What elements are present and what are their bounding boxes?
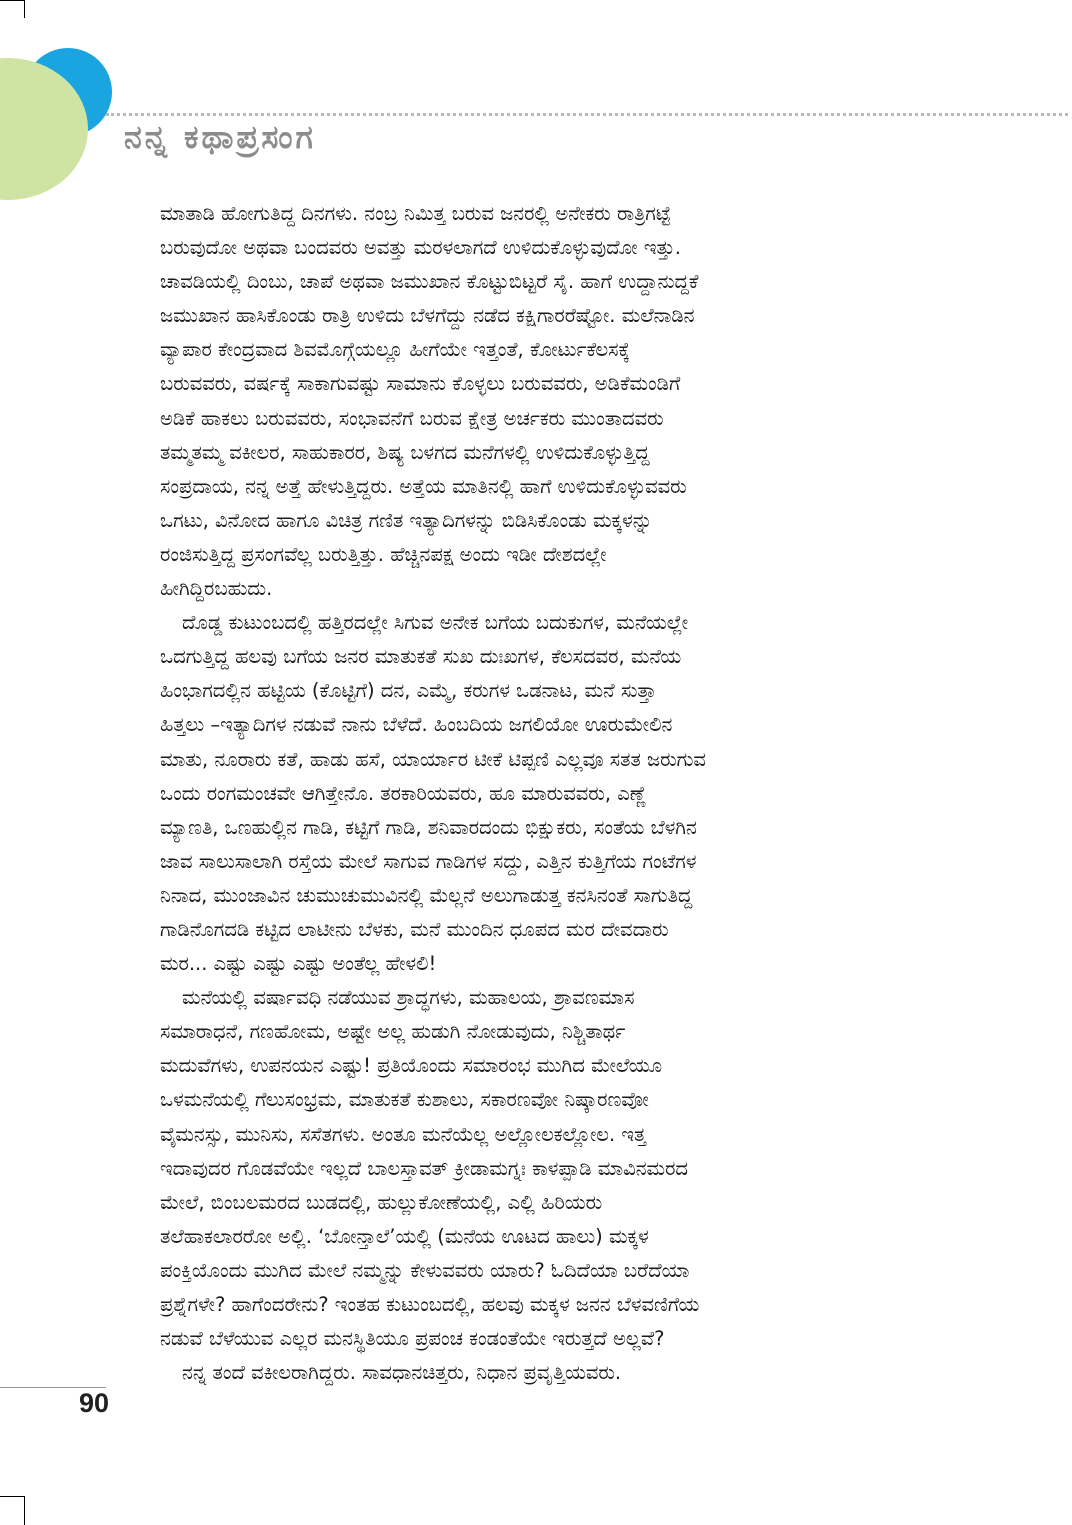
text-line: ಬರುವವರು, ವರ್ಷಕ್ಕೆ ಸಾಕಾಗುವಷ್ಟು ಸಾಮಾನು ಕೊಳ್ಳಲು ಬರುವವರು, ಅಡಿಕೆಮಂಡಿಗೆ bbox=[160, 372, 681, 396]
crop-mark-bottom-vertical bbox=[24, 1496, 25, 1525]
crop-mark-top-vertical bbox=[24, 0, 25, 18]
text-line: ಇದಾವುದರ ಗೊಡವೆಯೇ ಇಲ್ಲದೆ ಬಾಲಸ್ತಾವತ್ ಕ್ರೀಡಾಮಗ್ನಃ ಕಾಳಪ್ಪಾಡಿ ಮಾವಿನಮರದ bbox=[160, 1156, 689, 1180]
crop-mark-bottom bbox=[0, 1496, 24, 1497]
text-line: ಮರ... ಎಷ್ಟು ಎಷ್ಟು ಎಷ್ಟು ಅಂತೆಲ್ಲ ಹೇಳಲಿ! bbox=[160, 952, 437, 976]
text-line: ಒಂದು ರಂಗಮಂಚವೇ ಆಗಿತ್ತೇನೊ. ತರಕಾರಿಯವರು, ಹೂ ಮಾರುವವರು, ಎಣ್ಣೆ bbox=[160, 781, 647, 805]
text-line: ವೈಮನಸ್ಸು, ಮುನಿಸು, ಸಸೆತಗಳು. ಅಂತೂ ಮನೆಯೆಲ್ಲ ಅಲ್ಲೋಲಕಲ್ಲೋಲ. ಇತ್ತ bbox=[160, 1122, 647, 1146]
text-line: ವ್ಯಾಪಾರ ಕೇಂದ್ರವಾದ ಶಿವಮೊಗ್ಗೆಯಲ್ಲೂ ಹೀಗೆಯೇ ಇತ್ತಂತೆ, ಕೋರ್ಟುಕೆಲಸಕ್ಕೆ bbox=[160, 338, 630, 362]
page-number: 90 bbox=[79, 1388, 110, 1418]
paragraph-start-line: ದೊಡ್ಡ ಕುಟುಂಬದಲ್ಲಿ ಹತ್ತಿರದಲ್ಲೇ ಸಿಗುವ ಅನೇಕ ಬಗೆಯ ಬದುಕುಗಳ, ಮನೆಯಲ್ಲೇ bbox=[182, 611, 689, 635]
text-line: ಹಿಂಭಾಗದಲ್ಲಿನ ಹಟ್ಟಿಯ (ಕೊಟ್ಟಿಗೆ) ದನ, ಎಮ್ಮೆ, ಕರುಗಳ ಒಡನಾಟ, ಮನೆ ಸುತ್ತಾ bbox=[160, 679, 657, 703]
text-line: ರಂಜಿಸುತ್ತಿದ್ದ ಪ್ರಸಂಗವೆಲ್ಲ ಬರುತ್ತಿತ್ತು. ಹೆಚ್ಚಿನಪಕ್ಷ ಅಂದು ಇಡೀ ದೇಶದಲ್ಲೇ bbox=[160, 542, 607, 566]
paragraph-start-line: ನನ್ನ ತಂದೆ ವಕೀಲರಾಗಿದ್ದರು. ಸಾವಧಾನಚಿತ್ತರು, ನಿಧಾನ ಪ್ರವೃತ್ತಿಯವರು. bbox=[182, 1361, 622, 1385]
text-line: ತಮ್ಮತಮ್ಮ ವಕೀಲರ, ಸಾಹುಕಾರರ, ಶಿಷ್ಯ ಬಳಗದ ಮನೆಗಳಲ್ಲಿ ಉಳಿದುಕೊಳ್ಳುತ್ತಿದ್ದ bbox=[160, 440, 650, 464]
text-line: ಮಾತು, ನೂರಾರು ಕತೆ, ಹಾಡು ಹಸೆ, ಯಾರ್ಯಾರ ಟೀಕೆ ಟಿಪ್ಪಣಿ ಎಲ್ಲವೂ ಸತತ ಜರುಗುವ bbox=[160, 747, 706, 771]
header-dotted-rule bbox=[106, 113, 1068, 116]
text-line: ಸಂಪ್ರದಾಯ, ನನ್ನ ಅತ್ತೆ ಹೇಳುತ್ತಿದ್ದರು. ಅತ್ತೆಯ ಮಾತಿನಲ್ಲಿ ಹಾಗೆ ಉಳಿದುಕೊಳ್ಳುವವರು bbox=[160, 474, 687, 498]
chapter-title: ನನ್ನ ಕಥಾಪ್ರಸಂಗ bbox=[124, 118, 316, 156]
text-line: ಹೀಗಿದ್ದಿರಬಹುದು. bbox=[160, 577, 273, 601]
text-line: ಪಂಕ್ತಿಯೊಂದು ಮುಗಿದ ಮೇಲೆ ನಮ್ಮನ್ನು ಕೇಳುವವರು ಯಾರು? ಓದಿದೆಯಾ ಬರೆದೆಯಾ bbox=[160, 1258, 690, 1282]
text-line: ಮಾತಾಡಿ ಹೋಗುತಿದ್ದ ದಿನಗಳು. ನಂಬ್ರ ನಿಮಿತ್ತ ಬರುವ ಜನರಲ್ಲಿ ಅನೇಕರು ರಾತ್ರಿಗಟ್ಟೆ bbox=[160, 202, 671, 225]
text-line: ಒಗಟು, ವಿನೋದ ಹಾಗೂ ವಿಚಿತ್ರ ಗಣಿತ ಇತ್ಯಾದಿಗಳನ್ನು ಬಿಡಿಸಿಕೊಂಡು ಮಕ್ಕಳನ್ನು bbox=[160, 508, 653, 532]
text-line: ಮ್ಯಾಣತಿ, ಒಣಹುಲ್ಲಿನ ಗಾಡಿ, ಕಟ್ಟಿಗೆ ಗಾಡಿ, ಶನಿವಾರದಂದು ಭಿಕ್ಷುಕರು, ಸಂತೆಯ ಬೆಳಗಿನ bbox=[160, 815, 697, 839]
text-line: ನಿನಾದ, ಮುಂಜಾವಿನ ಚುಮುಚುಮುವಿನಲ್ಲಿ ಮೆಲ್ಲನೆ ಅಲುಗಾಡುತ್ತ ಕನಸಿನಂತೆ ಸಾಗುತಿದ್ದ bbox=[160, 883, 693, 907]
text-line: ಜಮುಖಾನ ಹಾಸಿಕೊಂಡು ರಾತ್ರಿ ಉಳಿದು ಬೆಳಗೆದ್ದು ನಡೆದ ಕಕ್ಷಿಗಾರರೆಷ್ಟೋ. ಮಲೆನಾಡಿನ bbox=[160, 304, 695, 328]
text-line: ಪ್ರಶ್ನೆಗಳೇ? ಹಾಗೆಂದರೇನು? ಇಂತಹ ಕುಟುಂಬದಲ್ಲಿ, ಹಲವು ಮಕ್ಕಳ ಜನನ ಬೆಳವಣಿಗೆಯ bbox=[160, 1293, 700, 1316]
text-line: ಮೇಲೆ, ಬಿಂಬಲಮರದ ಬುಡದಲ್ಲಿ, ಹುಲ್ಲುಕೋಣೆಯಲ್ಲಿ, ಎಲ್ಲಿ ಹಿರಿಯರು bbox=[160, 1190, 603, 1214]
paragraph-start-line: ಮನೆಯಲ್ಲಿ ವರ್ಷಾವಧಿ ನಡೆಯುವ ಶ್ರಾದ್ಧಗಳು, ಮಹಾಲಯ, ಶ್ರಾವಣಮಾಸ bbox=[182, 986, 635, 1010]
text-line: ಗಾಡಿನೊಗದಡಿ ಕಟ್ಟಿದ ಲಾಟೀನು ಬೆಳಕು, ಮನೆ ಮುಂದಿನ ಧೂಪದ ಮರ ದೇವದಾರು bbox=[160, 917, 669, 941]
text-line: ತಲೆಹಾಕಲಾರರೋ ಅಲ್ಲಿ. ‘ಬೋನ್ತಾಲೆ’ಯಲ್ಲಿ (ಮನೆಯ ಊಟದ ಹಾಲು) ಮಕ್ಕಳ bbox=[160, 1224, 649, 1248]
text-line: ಹಿತ್ತಲು –ಇತ್ಯಾದಿಗಳ ನಡುವೆ ನಾನು ಬೆಳೆದೆ. ಹಿಂಬದಿಯ ಜಗಲಿಯೋ ಊರುಮೇಲಿನ bbox=[160, 713, 673, 737]
body-text bbox=[160, 197, 912, 1390]
text-line: ಚಾವಡಿಯಲ್ಲಿ ದಿಂಬು, ಚಾಪೆ ಅಥವಾ ಜಮುಖಾನ ಕೊಟ್ಟುಬಿಟ್ಟರೆ ಸೈ. ಹಾಗೆ ಉದ್ದಾನುದ್ದಕೆ bbox=[160, 270, 699, 294]
text-line: ಸಮಾರಾಧನೆ, ಗಣಹೋಮ, ಅಷ್ಟೇ ಅಲ್ಲ ಹುಡುಗಿ ನೋಡುವುದು, ನಿಶ್ಚಿತಾರ್ಥ bbox=[160, 1020, 626, 1044]
text-line: ಮದುವೆಗಳು, ಉಪನಯನ ಎಷ್ಟು! ಪ್ರತಿಯೊಂದು ಸಮಾರಂಭ ಮುಗಿದ ಮೇಲೆಯೂ bbox=[160, 1054, 663, 1078]
text-line: ಜಾವ ಸಾಲುಸಾಲಾಗಿ ರಸ್ತೆಯ ಮೇಲೆ ಸಾಗುವ ಗಾಡಿಗಳ ಸದ್ದು, ಎತ್ತಿನ ಕುತ್ತಿಗೆಯ ಗಂಟೆಗಳ bbox=[160, 849, 697, 873]
text-line: ಅಡಿಕೆ ಹಾಕಲು ಬರುವವರು, ಸಂಭಾವನೆಗೆ ಬರುವ ಕ್ಷೇತ್ರ ಅರ್ಚಕರು ಮುಂತಾದವರು bbox=[160, 406, 664, 430]
text-line: ಒಳಮನೆಯಲ್ಲಿ ಗೆಲುಸಂಭ್ರಮ, ಮಾತುಕತೆ ಕುಶಾಲು, ಸಕಾರಣವೋ ನಿಷ್ಕಾರಣವೋ bbox=[160, 1088, 649, 1112]
text-line: ನಡುವೆ ಬೆಳೆಯುವ ಎಲ್ಲರ ಮನಸ್ಥಿತಿಯೂ ಪ್ರಪಂಚ ಕಂಡಂತೆಯೇ ಇರುತ್ತದೆ ಅಲ್ಲವೆ? bbox=[160, 1327, 665, 1351]
crop-mark-top bbox=[0, 0, 24, 1]
text-line: ಬರುವುದೋ ಅಥವಾ ಬಂದವರು ಅವತ್ತು ಮರಳಲಾಗದೆ ಉಳಿದುಕೊಳ್ಳುವುದೋ ಇತ್ತು. bbox=[160, 236, 681, 260]
text-line: ಒದಗುತ್ತಿದ್ದ ಹಲವು ಬಗೆಯ ಜನರ ಮಾತುಕತೆ ಸುಖ ದುಃಖಗಳ, ಕೆಲಸದವರ, ಮನೆಯ bbox=[160, 645, 682, 669]
